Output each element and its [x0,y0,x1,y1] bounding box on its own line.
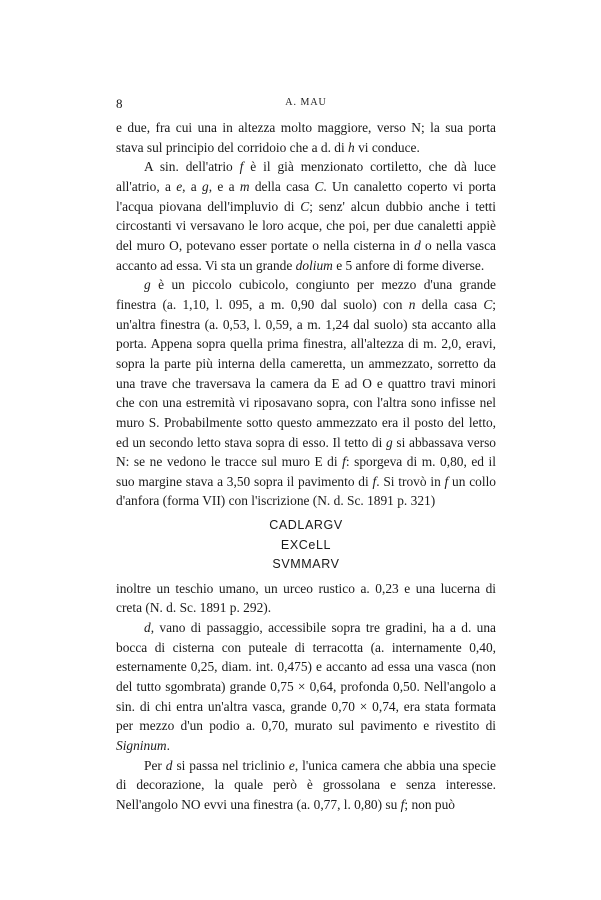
inscription-line: SVMMARV [272,557,340,572]
page-number: 8 [116,96,123,111]
paragraph-6: Per d si passa nel triclinio e, l'unica camera che abbia una specie di decorazione, la quale però è grossolana e senza interesse. Nell'angolo NO evvi una finestra (a. 0,77, l. 0,80) su f; non può [116,757,496,812]
page-header [116,96,496,112]
paragraph-4: inoltre un teschio umano, un urceo rustico a. 0,23 e una lucerna di creta (N. d. Sc. 1891 p. 292). [116,580,496,616]
paragraph-2: A sin. dell'atrio f è il già menzionato cortiletto, che dà luce all'atrio, a e, a g, e a m della casa C. Un canaletto coperto vi porta l'acqua piovana dell'impluvio di C; senz' alcun dubbio anche i tetti circostanti vi versavano le loro acque, che poi, per due canaletti appiè del muro O, potevano esser portate o nella cisterna in d o nella vasca accanto ad essa. Vi sta un grande dolium e 5 anfore di forme diverse. [116,159,497,273]
inscription-line: CADLARGV [269,518,343,533]
paragraph-5: d, vano di passaggio, accessibile sopra tre gradini, ha a d. una bocca di cisterna con puteale di terracotta (a. internamente 0,40, esternamente 0,25, diam. int. 0,475) e accanto ad essa una vasca (non del tutto sgombrata) grande 0,75 × 0,64, profonda 0,50. Nell'angolo a sin. di chi entra un'altra vasca, grande 0,70 × 0,74, era stata formata per mezzo d'un podio a. 0,70, murato sul pavimento e rivestito di Signinum. [116,619,496,753]
inscription-line: EXCeLL [280,537,332,552]
text-body [116,118,496,815]
inscription [116,516,496,575]
running-head: A. MAU [285,97,327,108]
paragraph-3: g è un piccolo cubicolo, congiunto per mezzo d'una grande finestra (a. 1,10, l. 095, a m. 0,90 dal suolo) con n della casa C; un'altra finestra (a. 0,53, l. 0,59, a m. 1,24 dal suolo) sta accanto alla porta. Appena sopra quella prima finestra, all'altezza di m. 2,0, eravi, sopra la parte più interna della cameretta, un ammezzato, sorretto da una trave che traversava la camera da E ad O e quattro travi minori che con una estremità vi riposavano sopra, con l'altra sono infisse nel muro S. Probabilmente sotto questo ammezzato era il posto del letto, ed un secondo letto stava sopra di esso. Il tetto di g si abbassava verso N: se ne vedono le tracce sul muro E di f: sporgeva di m. 0,80, ed il suo margine stava a 3,50 sopra il pavimento di f. Si trovò in f un collo d'anfora (forma VII) con l'iscrizione (N. d. Sc. 1891 p. 321) [116,277,496,509]
paragraph-1: e due, fra cui una in altezza molto maggiore, verso N; la sua porta stava sul principio del corridoio che a d. di h vi conduce. [116,120,496,155]
